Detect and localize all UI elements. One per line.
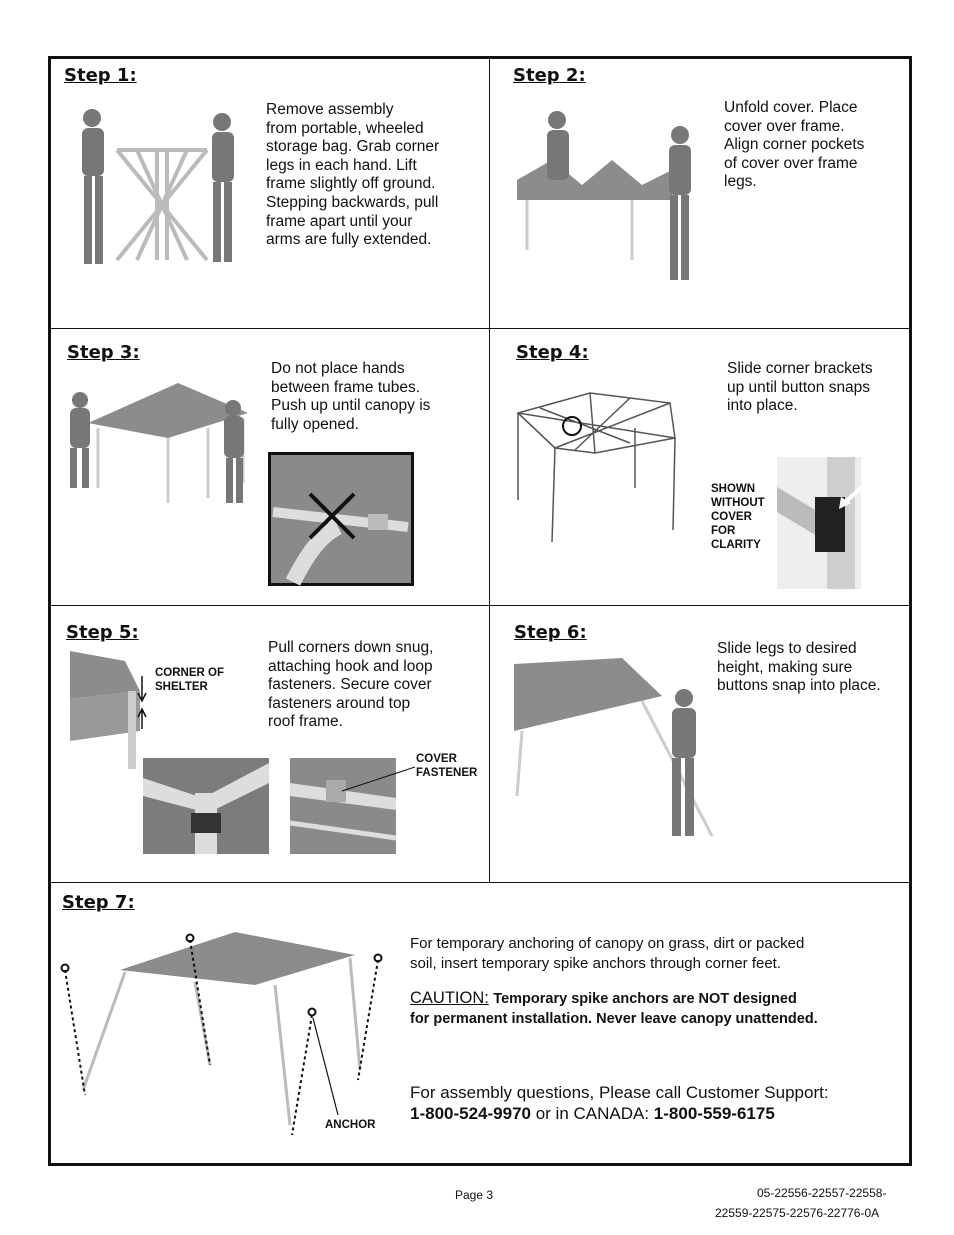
step7-anchor-label: ANCHOR bbox=[325, 1119, 376, 1131]
step3-illustration bbox=[58, 378, 258, 513]
step7-title: Step 7: bbox=[62, 892, 135, 913]
caution-label: CAUTION: bbox=[410, 989, 489, 1007]
phone-canada: 1-800-559-6175 bbox=[653, 1104, 775, 1123]
step6-text: Slide legs to desired height, making sure buttons snap into place. bbox=[717, 640, 881, 695]
step4-frame-illustration bbox=[510, 388, 690, 546]
step5-text: Pull corners down snug, attaching hook and loop fasteners. Secure cover fasteners around top roof frame. bbox=[268, 639, 434, 731]
page-number: Page 3 bbox=[455, 1188, 494, 1202]
or-canada-text: or in CANADA: bbox=[530, 1104, 654, 1123]
phone-us: 1-800-524-9970 bbox=[410, 1104, 531, 1123]
anchor-ring-icon bbox=[309, 1009, 316, 1016]
step5-hook-loop-closeup bbox=[143, 758, 269, 854]
step2-title: Step 2: bbox=[513, 65, 586, 86]
step5-title: Step 5: bbox=[66, 622, 139, 643]
step1-title: Step 1: bbox=[64, 65, 137, 86]
fastener-pointer-line bbox=[340, 765, 420, 795]
step4-title: Step 4: bbox=[516, 342, 589, 363]
row-divider-1 bbox=[48, 328, 912, 329]
row-divider-2 bbox=[48, 605, 912, 606]
step6-title: Step 6: bbox=[514, 622, 587, 643]
caution-text: Temporary spike anchors are NOT designed bbox=[493, 991, 797, 1007]
step7-text: For temporary anchoring of canopy on grass, dirt or packed soil, insert temporary spike anchors through corner feet. bbox=[410, 935, 805, 972]
step6-illustration bbox=[512, 656, 722, 846]
caution-text-2: for permanent installation. Never leave canopy unattended. bbox=[410, 1011, 818, 1027]
step2-text: Unfold cover. Place cover over frame. Align corner pockets of cover over frame legs. bbox=[724, 99, 865, 191]
step5-corner-illustration bbox=[70, 651, 148, 769]
support-text: For assembly questions, Please call Customer Support: bbox=[410, 1083, 829, 1102]
row-divider-3 bbox=[48, 882, 912, 883]
part-numbers-line2: 22559-22575-22576-22776-0A bbox=[715, 1206, 880, 1220]
step3-text: Do not place hands between frame tubes. Push up until canopy is fully opened. bbox=[271, 360, 431, 433]
step2-illustration bbox=[512, 100, 707, 285]
step7-anchor-illustration bbox=[55, 930, 395, 1142]
step4-text: Slide corner brackets up until button snaps into place. bbox=[727, 360, 873, 415]
step3-title: Step 3: bbox=[67, 342, 140, 363]
caution-block bbox=[410, 989, 818, 1029]
step4-bracket-closeup bbox=[777, 457, 861, 589]
step3-no-hands-inset bbox=[268, 452, 414, 586]
step4-clarity-label: SHOWN WITHOUT COVER FOR CLARITY bbox=[711, 483, 765, 551]
support-block bbox=[410, 1082, 829, 1124]
part-numbers-line1: 05-22556-22557-22558- bbox=[757, 1186, 887, 1200]
step1-illustration bbox=[62, 100, 252, 275]
step5-corner-label: CORNER OF SHELTER bbox=[155, 667, 224, 693]
column-divider bbox=[489, 56, 490, 883]
step1-text: Remove assembly from portable, wheeled storage bag. Grab corner legs in each hand. Lift frame slightly off ground. Stepping backwards, pull frame apart until your arms are fully extended. bbox=[266, 101, 440, 249]
step5-fastener-label: COVER FASTENER bbox=[416, 753, 478, 779]
